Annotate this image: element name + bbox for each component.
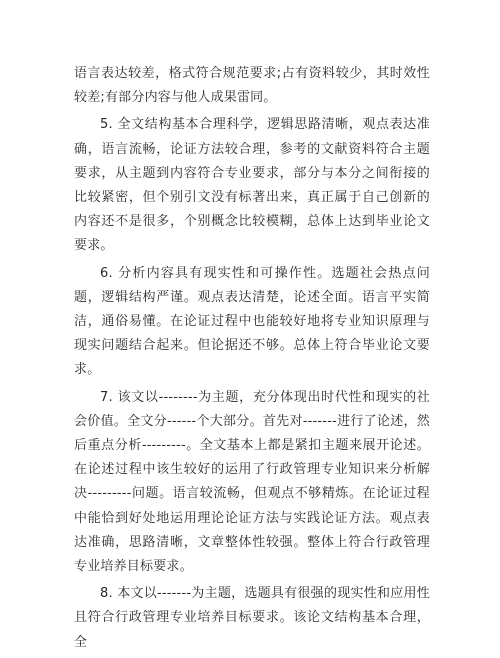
document-body <box>74 62 430 658</box>
paragraph-continuation: 语言表达较差，格式符合规范要求;占有资料较少，其时效性较差;有部分内容与他人成果雷同。 <box>74 66 430 106</box>
paragraph-item-7: 7. 该文以--------为主题，充分体现出时代性和现实的社会价值。全文分------个大部分。首先对-------进行了论述，然后重点分析---------。全文基本上都是紧扣主题来展开论述。在论述过程中该生较好的运用了行政管理专业知识来分析解决---------问题。语言较流畅，但观点不够精炼。在论证过程中能恰到好处地运用理论论证方法与实践论证方法。观点表达准确，思路清晰，文章整体性较强。整体上符合行政管理专业培养目标要求。 <box>74 389 430 575</box>
paragraph-item-6: 6. 分析内容具有现实性和可操作性。选题社会热点问题，逻辑结构严谨。观点表达清楚，论述全面。语言平实简洁，通俗易懂。在论证过程中也能较好地将专业知识原理与现实问题结合起来。但论据还不够。总体上符合毕业论文要求。 <box>74 265 430 378</box>
paragraph-item-5: 5. 全文结构基本合理科学，逻辑思路清晰，观点表达准确，语言流畅，论证方法较合理，参考的文献资料符合主题要求，从主题到内容符合专业要求，部分与本分之间衔接的比较紧密，但个别引文没有标著出来，真正属于自己创新的内容还不是很多，个别概念比较模糊，总体上达到毕业论文要求。 <box>74 117 430 254</box>
paragraph-item-8: 8. 本文以-------为主题，选题具有很强的现实性和应用性且符合行政管理专业培养目标要求。该论文结构基本合理，全 <box>74 586 430 650</box>
